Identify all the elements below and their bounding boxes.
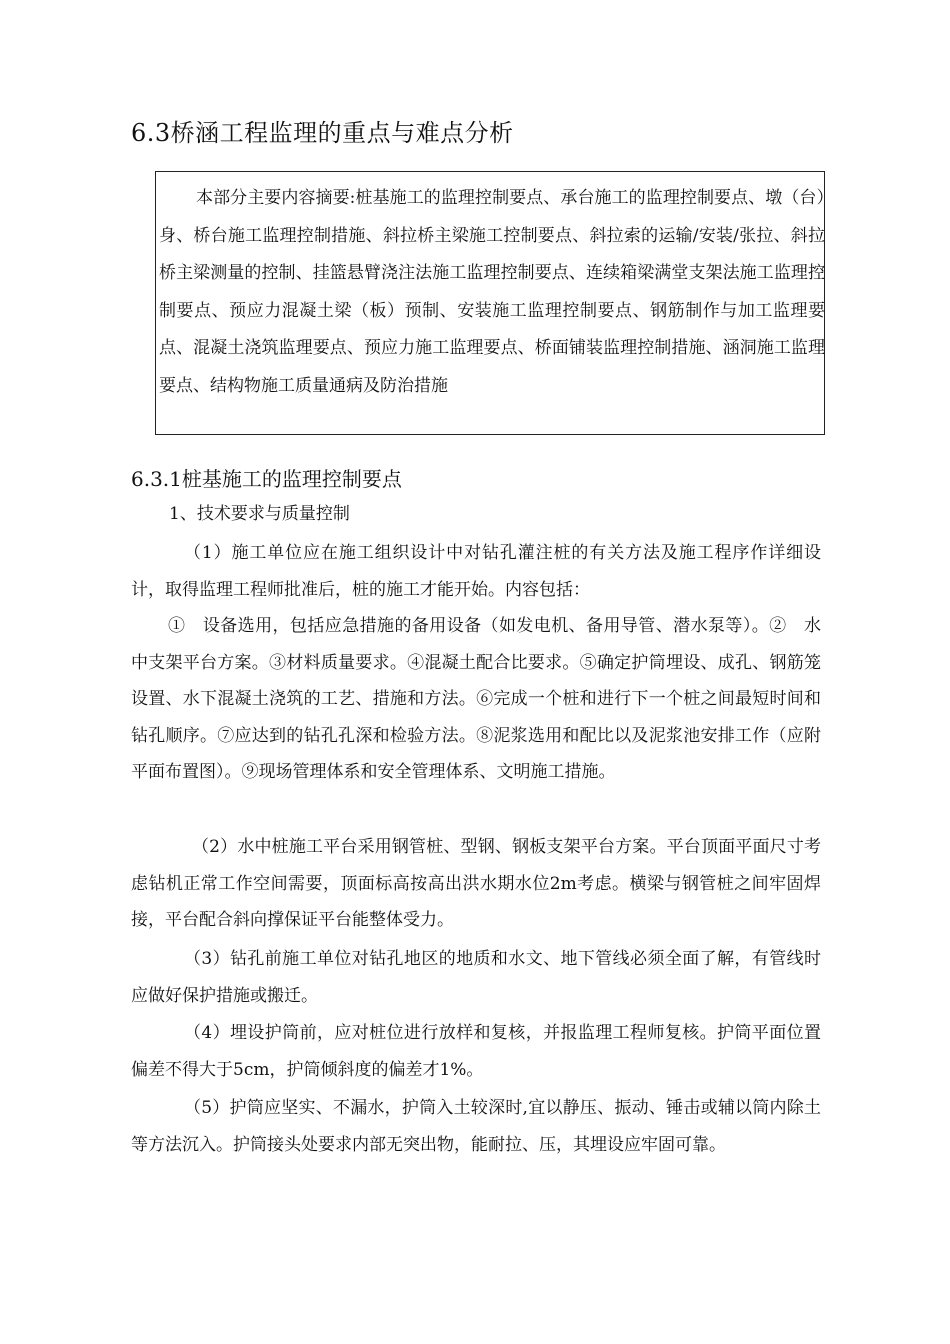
paragraph: ① 设备选用，包括应急措施的备用设备（如发电机、备用导管、潜水泵等）。② 水中支架平台方案。③材料质量要求。④混凝土配合比要求。⑤确定护筒埋设、成孔、钢筋笼设置、水下混凝土浇筑的工艺、措施和方法。⑥完成一个桩和进行下一个桩之间最短时间和钻孔顺序。⑦应达到的钻孔孔深和检验方法。⑧泥浆选用和配比以及泥浆池安排工作（应附平面布置图）。⑨现场管理体系和安全管理体系、文明施工措施。 <box>131 616 821 782</box>
paragraph: （2）水中桩施工平台采用钢管桩、型钢、钢板支架平台方案。平台顶面平面尺寸考虑钻机正常工作空间需要，顶面标高按高出洪水期水位2m考虑。横梁与钢管桩之间牢固焊接，平台配合斜向撑保证平台能整体受力。 <box>131 837 821 930</box>
paragraph: （3）钻孔前施工单位对钻孔地区的地质和水文、地下管线必须全面了解，有管线时应做好保护措施或搬迁。 <box>131 949 821 1006</box>
summary-text: 本部分主要内容摘要:桩基施工的监理控制要点、承台施工的监理控制要点、墩（台）身、桥台施工监理控制措施、斜拉桥主梁施工控制要点、斜拉索的运输/安装/张拉、斜拉桥主梁测量的控制、挂篮悬臂浇注法施工监理控制要点、连续箱梁满堂支架法施工监理控制要点、预应力混凝土梁（板）预制、安装施工监理控制要点、钢筋制作与加工监理要点、混凝土浇筑监理要点、预应力施工监理要点、桥面铺装监理控制措施、涵洞施工监理要点、结构物施工质量通病及防治措施 <box>159 188 825 396</box>
section-title: 6.3桥涵工程监理的重点与难点分析 <box>131 119 514 147</box>
subsection-heading: 1、技术要求与质量控制 <box>169 504 350 524</box>
paragraph: （5）护筒应坚实、不漏水，护筒入土较深时,宜以静压、振动、锤击或辅以筒内除土等方法沉入。护筒接头处要求内部无突出物，能耐拉、压，其埋设应牢固可靠。 <box>131 1098 821 1155</box>
paragraph: （4）埋设护筒前，应对桩位进行放样和复核，并报监理工程师复核。护筒平面位置偏差不得大于5cm，护筒倾斜度的偏差才1%。 <box>131 1023 821 1080</box>
paragraph: （1）施工单位应在施工组织设计中对钻孔灌注桩的有关方法及施工程序作详细设计，取得监理工程师批准后，桩的施工才能开始。内容包括： <box>131 543 821 600</box>
subsection-title: 6.3.1桩基施工的监理控制要点 <box>131 467 402 491</box>
summary-box <box>155 171 825 435</box>
